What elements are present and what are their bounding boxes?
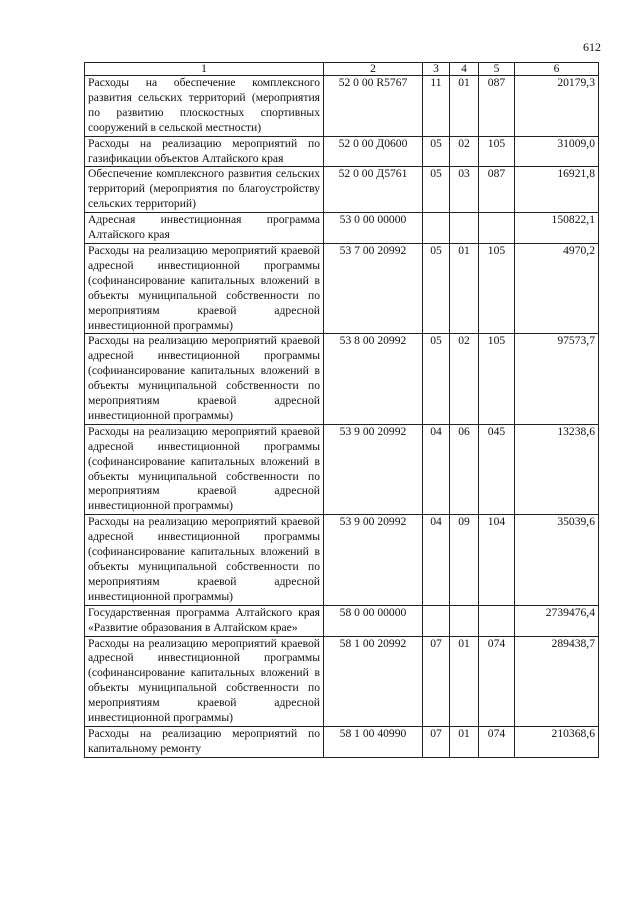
row-code: 53 8 00 20992: [324, 334, 423, 424]
row-expense-type: 074: [479, 726, 515, 757]
row-subsection: 02: [450, 334, 479, 424]
table-row: [85, 334, 599, 424]
row-subsection: 06: [450, 424, 479, 514]
row-section: 05: [423, 136, 450, 167]
row-section: 11: [423, 76, 450, 137]
table-row: [85, 605, 599, 636]
table-row: [85, 726, 599, 757]
row-name: Расходы на реализацию мероприятий краевой адресной инвестиционной программы (софинансирование капитальных вложений в объекты муниципальной собственности по мероприятиям краевой адресной инвестиционной программы): [85, 515, 324, 605]
row-code: 58 1 00 20992: [324, 636, 423, 726]
row-code: 53 9 00 20992: [324, 515, 423, 605]
row-name: Адресная инвестиционная программа Алтайского края: [85, 213, 324, 244]
row-name: Расходы на обеспечение комплексного развития сельских территорий (мероприятия по развитию плоскостных спортивных сооружений в сельской местности): [85, 76, 324, 137]
row-code: 53 9 00 20992: [324, 424, 423, 514]
row-amount: 97573,7: [515, 334, 599, 424]
row-subsection: [450, 605, 479, 636]
row-section: [423, 605, 450, 636]
row-code: 58 1 00 40990: [324, 726, 423, 757]
column-header-code: 2: [324, 63, 423, 76]
row-code: 52 0 00 Д5761: [324, 167, 423, 213]
row-section: 04: [423, 424, 450, 514]
row-code: 53 7 00 20992: [324, 243, 423, 333]
row-code: 52 0 00 R5767: [324, 76, 423, 137]
row-subsection: 01: [450, 726, 479, 757]
row-code: 58 0 00 00000: [324, 605, 423, 636]
row-name: Расходы на реализацию мероприятий краевой адресной инвестиционной программы (софинансирование капитальных вложений в объекты муниципальной собственности по мероприятиям краевой адресной инвестиционной программы): [85, 243, 324, 333]
table-row: [85, 243, 599, 333]
row-amount: 13238,6: [515, 424, 599, 514]
row-name: Расходы на реализацию мероприятий по газификации объектов Алтайского края: [85, 136, 324, 167]
row-expense-type: 087: [479, 76, 515, 137]
table-row: [85, 636, 599, 726]
row-subsection: 09: [450, 515, 479, 605]
row-expense-type: 105: [479, 243, 515, 333]
row-section: 04: [423, 515, 450, 605]
row-name: Расходы на реализацию мероприятий краевой адресной инвестиционной программы (софинансирование капитальных вложений в объекты муниципальной собственности по мероприятиям краевой адресной инвестиционной программы): [85, 636, 324, 726]
row-name: Обеспечение комплексного развития сельских территорий (мероприятия по благоустройству сельских территорий): [85, 167, 324, 213]
row-amount: 20179,3: [515, 76, 599, 137]
row-section: 05: [423, 334, 450, 424]
row-expense-type: 045: [479, 424, 515, 514]
row-subsection: 01: [450, 76, 479, 137]
column-header-expense-type: 5: [479, 63, 515, 76]
row-amount: 16921,8: [515, 167, 599, 213]
row-expense-type: 074: [479, 636, 515, 726]
column-header-name: 1: [85, 63, 324, 76]
row-name: Государственная программа Алтайского края «Развитие образования в Алтайском крае»: [85, 605, 324, 636]
row-name: Расходы на реализацию мероприятий краевой адресной инвестиционной программы (софинансирование капитальных вложений в объекты муниципальной собственности по мероприятиям краевой адресной инвестиционной программы): [85, 334, 324, 424]
table-row: [85, 424, 599, 514]
row-name: Расходы на реализацию мероприятий по капитальному ремонту: [85, 726, 324, 757]
row-subsection: 01: [450, 243, 479, 333]
table-row: [85, 213, 599, 244]
row-expense-type: 105: [479, 334, 515, 424]
row-section: 07: [423, 726, 450, 757]
row-subsection: [450, 213, 479, 244]
row-subsection: 01: [450, 636, 479, 726]
row-expense-type: [479, 605, 515, 636]
row-expense-type: 087: [479, 167, 515, 213]
row-expense-type: [479, 213, 515, 244]
row-section: [423, 213, 450, 244]
row-section: 05: [423, 167, 450, 213]
table-row: [85, 515, 599, 605]
row-subsection: 02: [450, 136, 479, 167]
row-expense-type: 104: [479, 515, 515, 605]
row-amount: 4970,2: [515, 243, 599, 333]
row-code: 53 0 00 00000: [324, 213, 423, 244]
budget-table: [84, 62, 599, 758]
column-header-amount: 6: [515, 63, 599, 76]
row-amount: 210368,6: [515, 726, 599, 757]
table-row: [85, 76, 599, 137]
table-row: [85, 167, 599, 213]
row-section: 05: [423, 243, 450, 333]
row-code: 52 0 00 Д0600: [324, 136, 423, 167]
row-amount: 35039,6: [515, 515, 599, 605]
row-section: 07: [423, 636, 450, 726]
row-amount: 2739476,4: [515, 605, 599, 636]
column-header-section: 3: [423, 63, 450, 76]
row-name: Расходы на реализацию мероприятий краевой адресной инвестиционной программы (софинансирование капитальных вложений в объекты муниципальной собственности по мероприятиям краевой адресной инвестиционной программы): [85, 424, 324, 514]
row-amount: 289438,7: [515, 636, 599, 726]
row-amount: 31009,0: [515, 136, 599, 167]
header-row: [85, 63, 599, 76]
column-header-subsection: 4: [450, 63, 479, 76]
row-amount: 150822,1: [515, 213, 599, 244]
page-number: 612: [583, 40, 601, 54]
row-subsection: 03: [450, 167, 479, 213]
row-expense-type: 105: [479, 136, 515, 167]
table-row: [85, 136, 599, 167]
